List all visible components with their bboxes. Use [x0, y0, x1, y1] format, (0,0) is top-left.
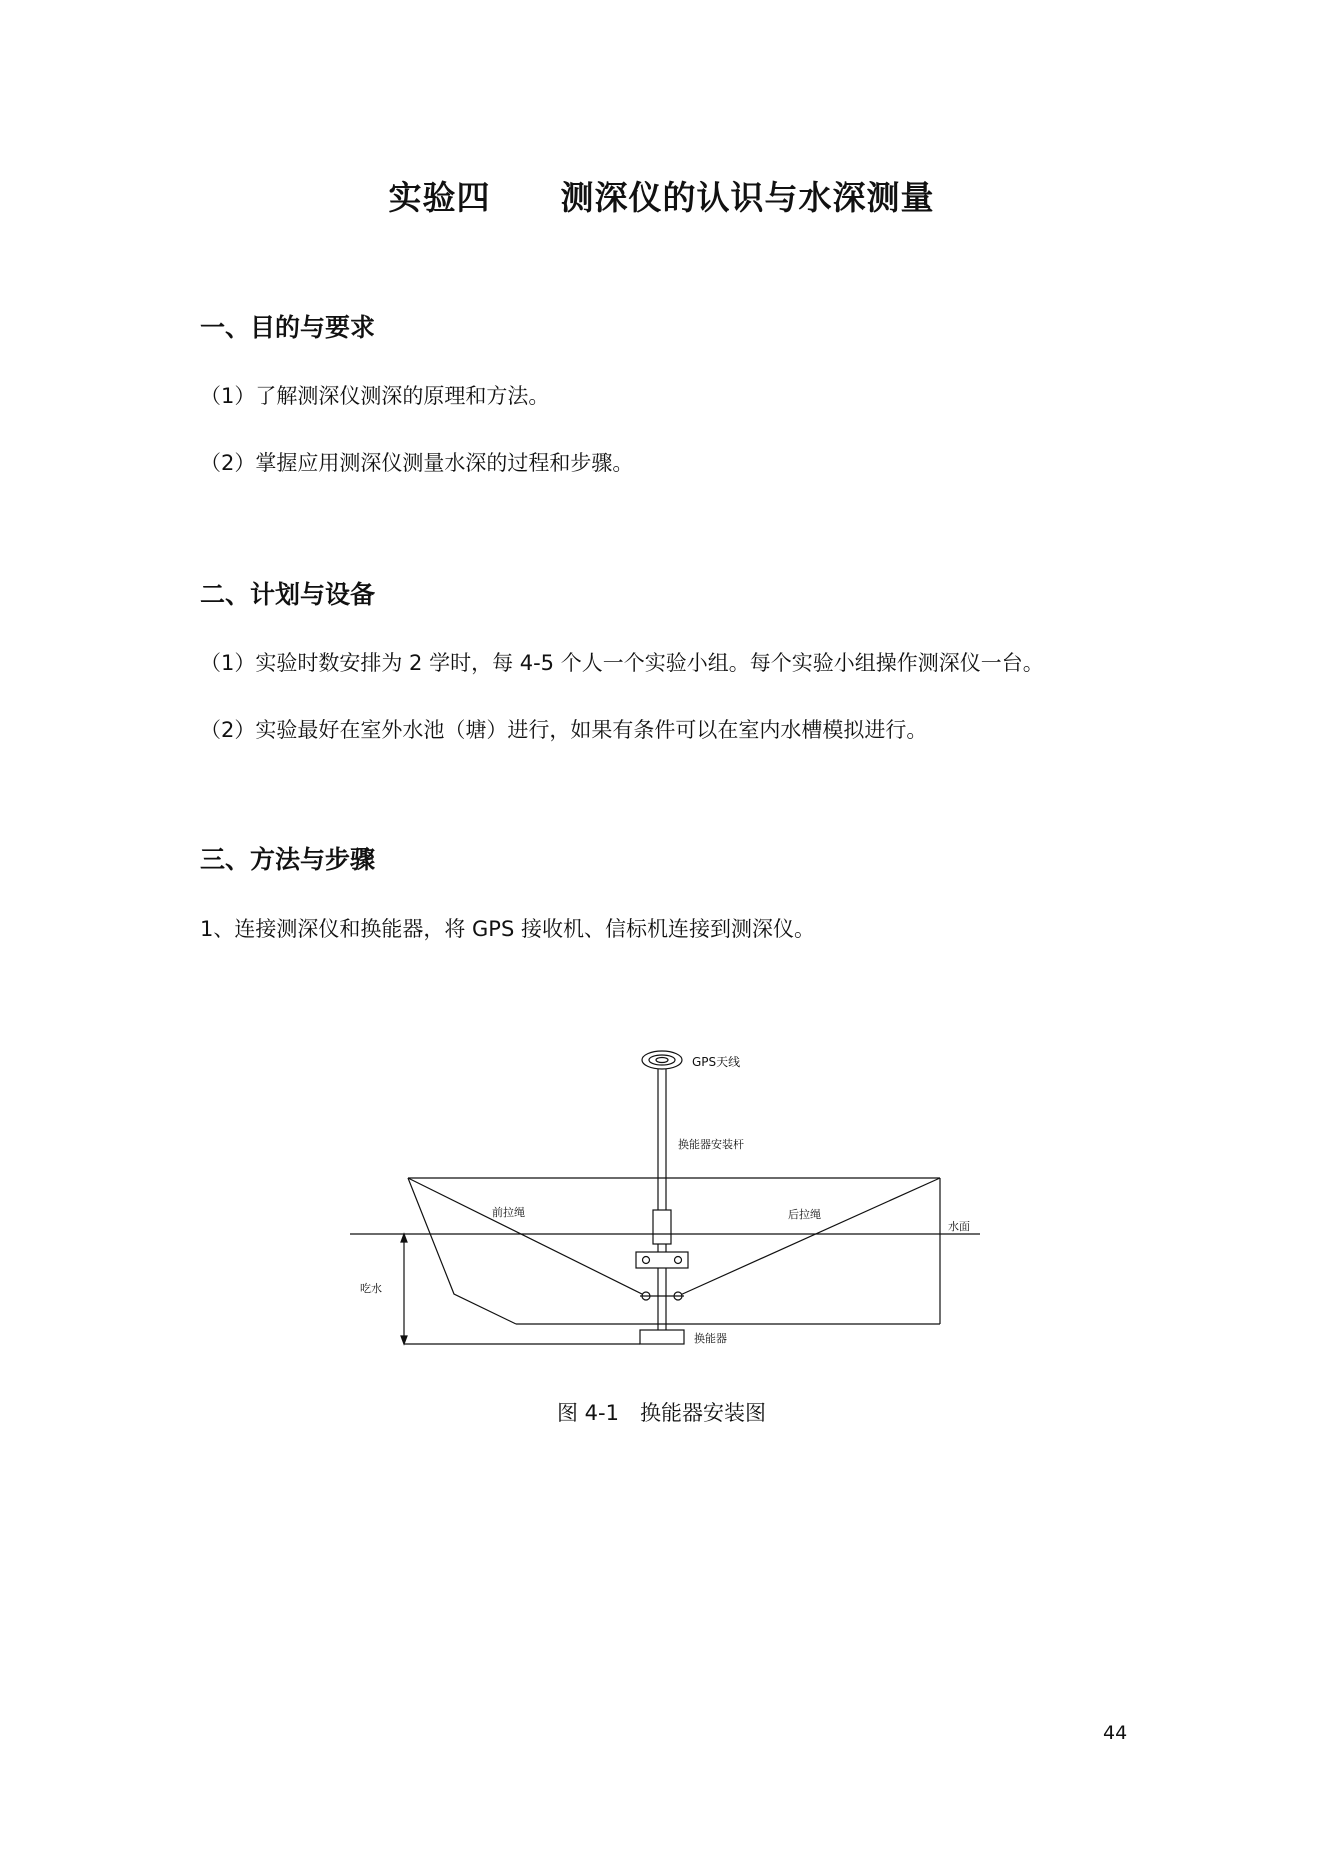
section-heading-purpose: 一、目的与要求 — [200, 313, 376, 342]
front-rope — [408, 1178, 646, 1296]
label-front-rope: 前拉绳 — [492, 1206, 525, 1219]
paragraph: （2）掌握应用测深仪测量水深的过程和步骤。 — [200, 451, 634, 475]
boat-hull — [408, 1178, 516, 1324]
rear-rope — [678, 1178, 940, 1296]
paragraph: （2）实验最好在室外水池（塘）进行，如果有条件可以在室内水槽模拟进行。 — [200, 718, 928, 742]
label-water-surface: 水面 — [948, 1220, 970, 1233]
label-draft: 吃水 — [360, 1282, 382, 1295]
title-experiment-number: 实验四 — [388, 178, 491, 217]
paragraph: 1、连接测深仪和换能器，将 GPS 接收机、信标机连接到测深仪。 — [200, 917, 815, 941]
paragraph: （1）了解测深仪测深的原理和方法。 — [200, 384, 550, 408]
label-rear-rope: 后拉绳 — [788, 1208, 821, 1221]
figure-caption: 图 4-1 换能器安装图 — [557, 1401, 766, 1425]
mount-pole — [636, 1069, 688, 1330]
paragraph: （1）实验时数安排为 2 学时，每 4-5 个人一个实验小组。每个实验小组操作测深仪一台。 — [200, 651, 1044, 675]
gps-antenna-icon — [642, 1051, 682, 1069]
section-heading-plan: 二、计划与设备 — [200, 580, 376, 609]
label-transducer: 换能器 — [694, 1332, 727, 1345]
section-heading-method: 三、方法与步骤 — [200, 845, 376, 874]
page-number: 44 — [1103, 1722, 1128, 1744]
label-mount-pole: 换能器安装杆 — [678, 1138, 744, 1151]
title-experiment-name: 测深仪的认识与水深测量 — [560, 178, 935, 217]
transducer — [640, 1330, 684, 1344]
label-gps-antenna: GPS天线 — [692, 1055, 741, 1069]
page-title — [0, 172, 1323, 219]
transducer-installation-diagram — [340, 1030, 1000, 1350]
